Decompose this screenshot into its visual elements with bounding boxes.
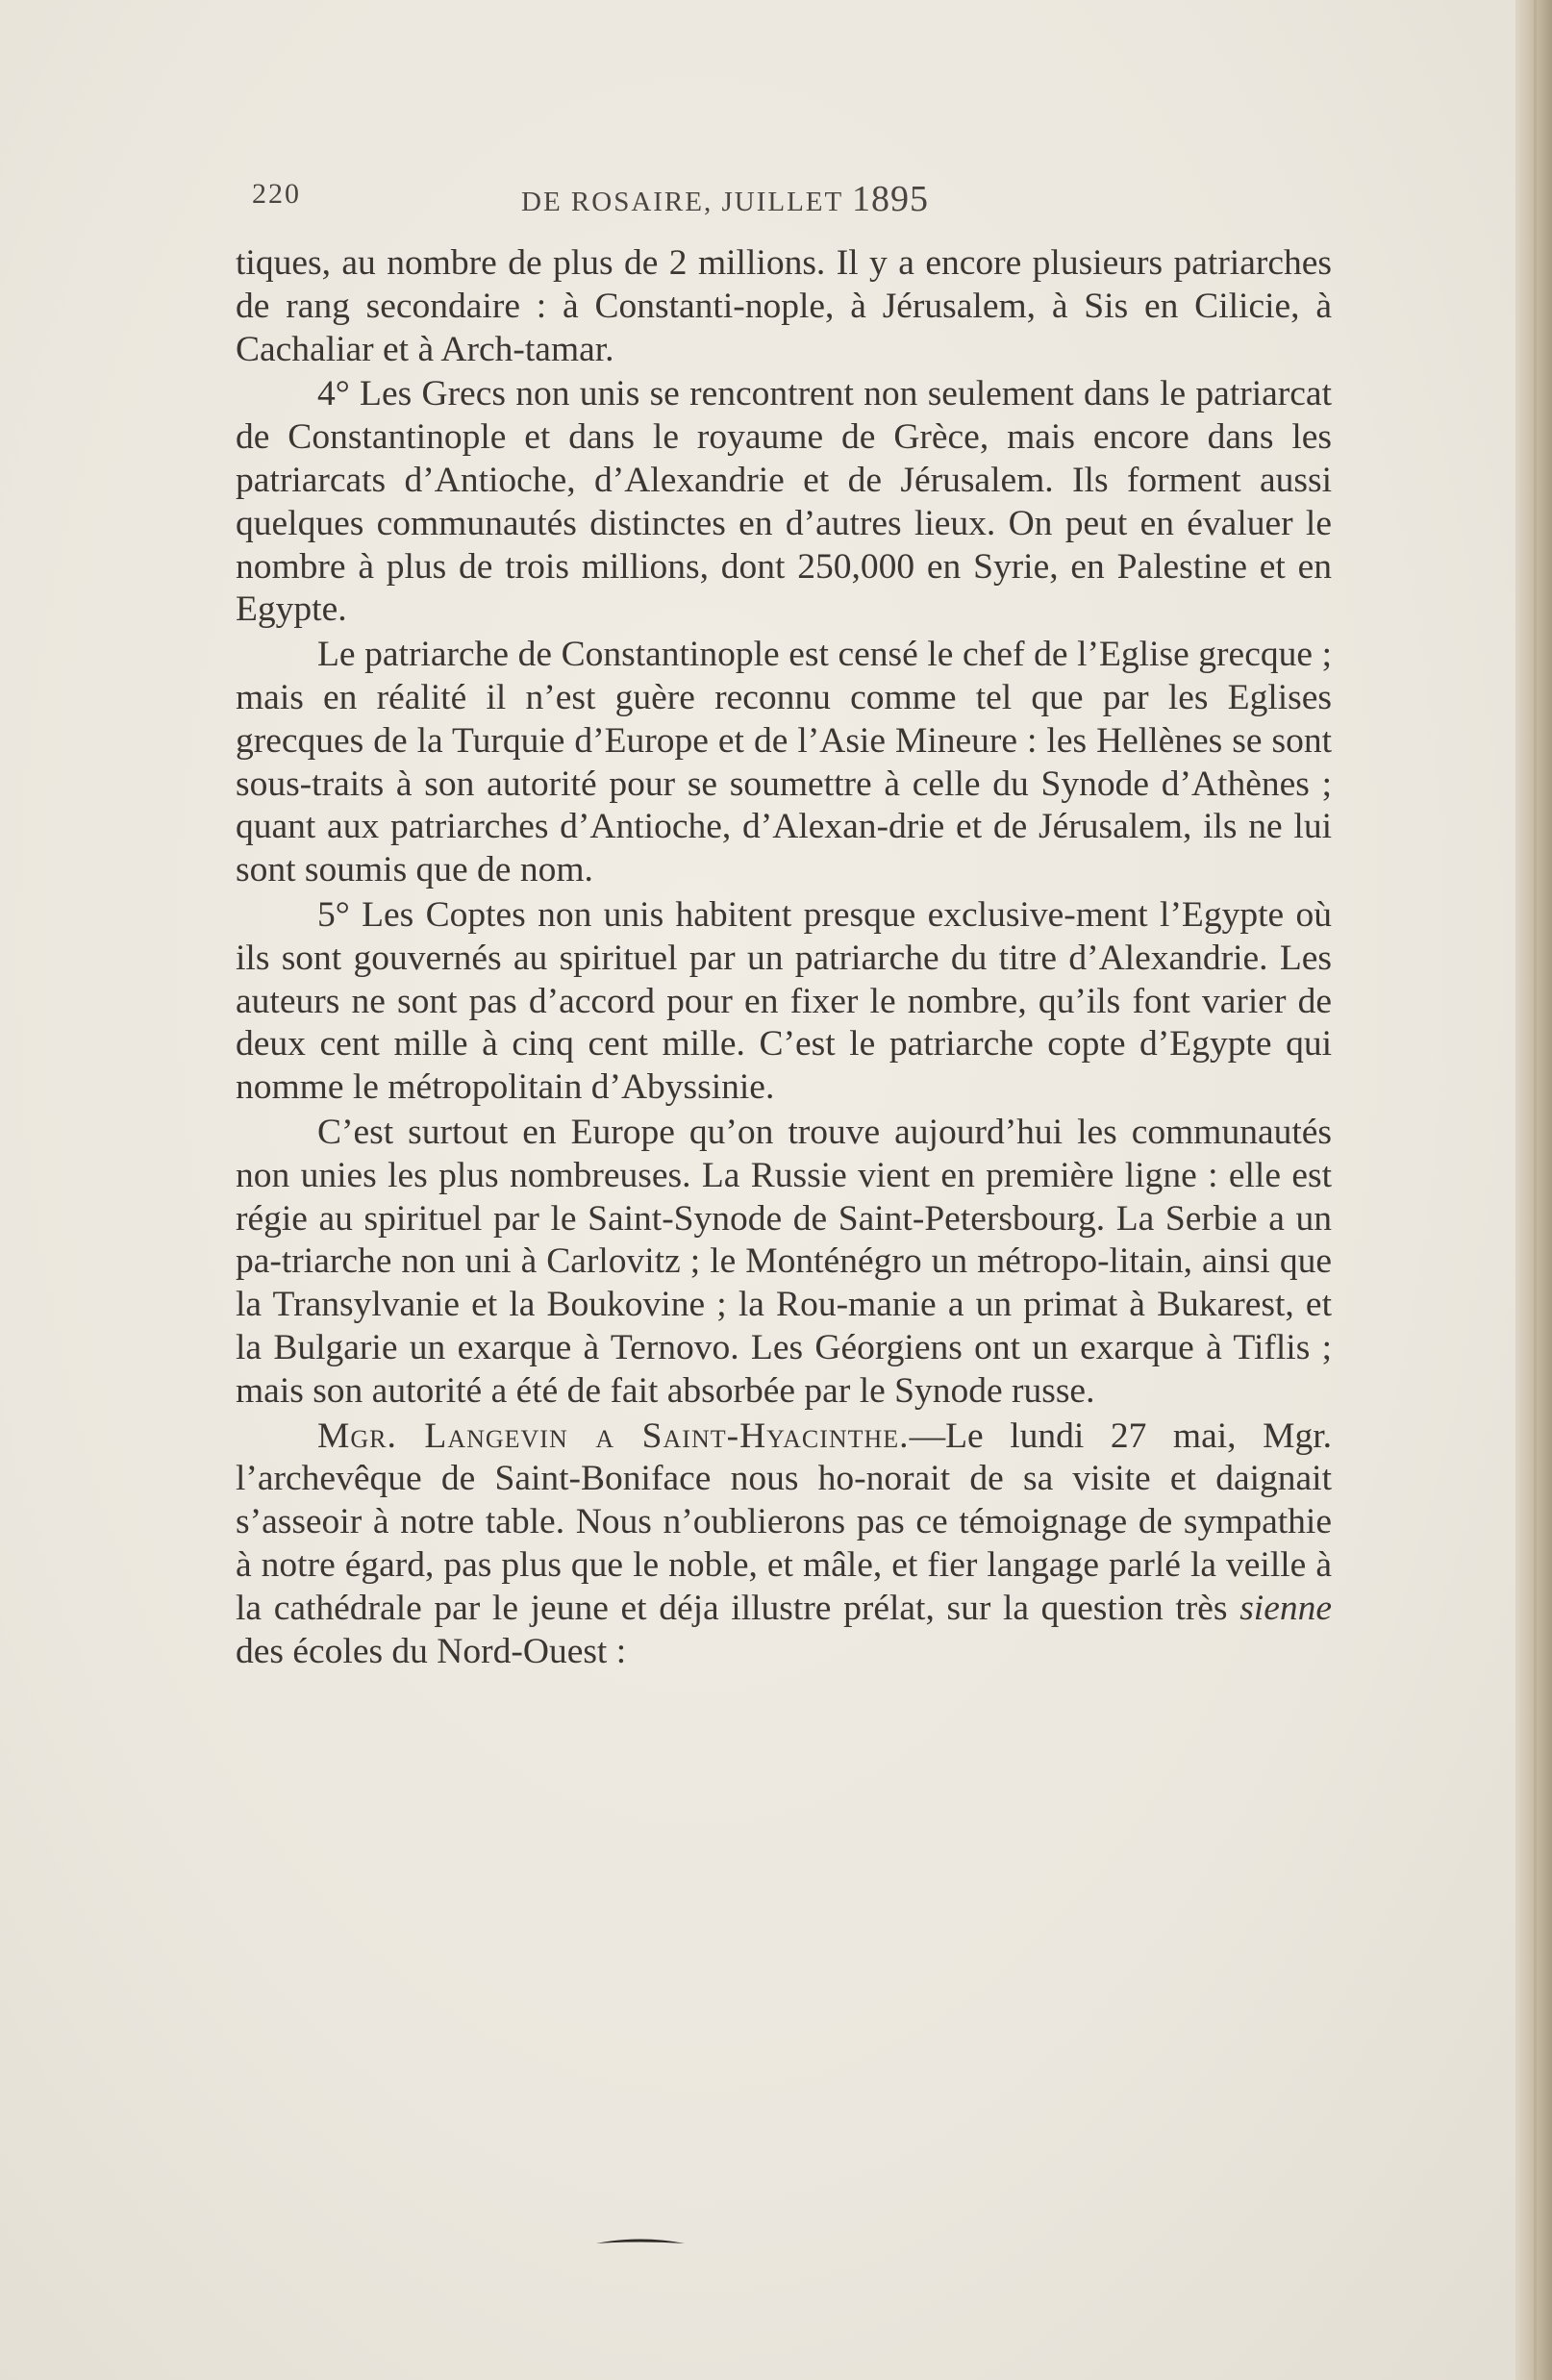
paragraph-langevin-text-b: des écoles du Nord-Ouest : — [236, 1631, 627, 1671]
paragraph-langevin-text-a: Le lundi 27 mai, Mgr. l’archevêque de Saint-Boniface nous ho-norait de sa visite et daignait s’asseoir à notre table. Nous n’oublierons pas ce témoignage de sympathie à notre égard, pas plus que le noble, et mâle, et fier langage parlé la veille à la cathédrale par le jeune et déja illustre prélat, sur la question très — [236, 1415, 1332, 1628]
ornament-rule — [596, 2237, 685, 2246]
section-heading: Mgr. Langevin a Saint-Hyacinthe. — [317, 1415, 910, 1456]
running-title — [521, 178, 929, 220]
heading-dash: — — [909, 1415, 946, 1456]
paragraph-continuation: tiques, au nombre de plus de 2 millions. Il y a encore plusieurs patriarches de rang secondaire : à Constanti-nople, à Jérusalem, à Sis en Cilicie, à Cachaliar et à Arch-tamar. — [236, 243, 1332, 369]
paragraph-europe: C’est surtout en Europe qu’on trouve aujourd’hui les communautés non unies les plus nombreuses. La Russie vient en première ligne : elle est régie au spirituel par le Saint-Synode de Saint-Petersbourg. La Serbie a un pa-triarche non uni à Carlovitz ; le Monténégro un métropo-litain, ainsi que la Transylvanie et la Boukovine ; la Rou-manie a un primat à Bukarest, et la Bulgarie un exarque à Ternovo. Les Géorgiens ont un exarque à Tiflis ; mais son autorité a été de fait absorbée par le Synode russe. — [236, 1112, 1332, 1411]
paragraph-greek: 4° Les Grecs non unis se rencontrent non seulement dans le patriarcat de Constantinople et dans le royaume de Grèce, mais encore dans les patriarcats d’Antioche, d’Alexandrie et de Jérusalem. Ils forment aussi quelques communautés distinctes en d’autres lieux. On peut en évaluer le nombre à plus de trois millions, dont 250,000 en Syrie, en Palestine et en Egypte. — [236, 374, 1332, 630]
body-text — [236, 242, 1332, 1675]
paragraph-constantinople: Le patriarche de Constantinople est censé le chef de l’Eglise grecque ; mais en réalité il n’est guère reconnu comme tel que par les Eglises grecques de la Turquie d’Europe et de l’Asie Mineure : les Hellènes se sont sous-traits à son autorité pour se soumettre à celle du Synode d’Athènes ; quant aux patriarches d’Antioche, d’Alexan-drie et de Jérusalem, ils ne lui sont soumis que de nom. — [236, 635, 1332, 890]
paragraph-langevin — [236, 1415, 1332, 1674]
running-header — [252, 178, 1344, 226]
running-title-text: DE ROSAIRE, JUILLET — [521, 187, 843, 217]
emphasis-word: sienne — [1239, 1588, 1332, 1628]
binding-shadow-line — [1534, 0, 1537, 2380]
running-title-year: 1895 — [851, 179, 929, 219]
paragraph-copts: 5° Les Coptes non unis habitent presque exclusive-ment l’Egypte où ils sont gouvernés au spirituel par un patriarche du titre d’Alexandrie. Les auteurs ne sont pas d’accord pour en fixer le nombre, qu’ils font varier de deux cent mille à cinq cent mille. C’est le patriarche copte d’Egypte qui nomme le métropolitain d’Abyssinie. — [236, 894, 1332, 1108]
page-number: 220 — [252, 178, 301, 210]
